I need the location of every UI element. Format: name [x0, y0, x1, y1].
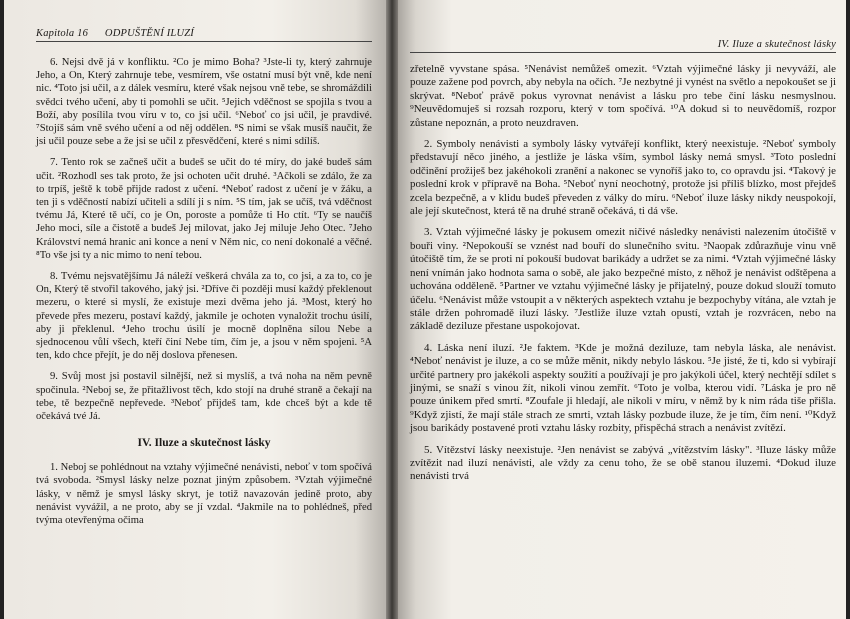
paragraph: 2. Symboly nenávisti a symboly lásky vytvářejí konflikt, který neexistuje. ²Neboť symboly představují něco jiného, a jestliže je láska vším, symbol lásky nemá smysl. ³Toto poslední odčinění prožiješ bez jakéhokoli zranění a nakonec se vynoříš jako to, co opravdu jsi. ⁴Takový je poslední krok v přípravě na Boha. ⁵Neboť nyní neochotný, protože jsi příliš blízko, most přejdeš zcela bezpečně, a v klidu budeš převeden z války do míru. ⁶Neboť iluze lásky nikdy neuspokojí, ale její skutečnost, která tě na druhé straně očekává, ti dá vše. [410, 138, 836, 218]
paragraph: 7. Tento rok se začneš učit a budeš se učit do té míry, do jaké budeš sám učit. ²Rozhodl ses tak proto, že jsi ochoten učit druhé. ³Ačkoli se zdálo, že za to trpíš, ještě k tobě přijde radost z učení. ⁴Neboť radost z učení je v žáku, a ten ji s vděčností nabízí učiteli a sdílí ji s ním. ⁵S tím, jak se učíš, tvá vděčnost tvému Já, Které tě učí, co je On, poroste a pomůže ti Ho ctít. ⁶Ty se naučíš Jeho moci, síle a čistotě a budeš Jej milovat, jako Jej miluje Jeho Otec. ⁷Jeho Království nemá hranic ani konce a není v Něm nic, co není dokonalé a věčné. ⁸To vše jsi ty a nic mimo to není tebou. [36, 157, 372, 261]
paragraph: 6. Nejsi dvě já v konfliktu. ²Co je mimo Boha? ³Jste-li ty, který zahrnuje Jeho, a On, Který zahrnuje tebe, vesmírem, vše ostatní musí být vně, kde není nic. ⁴Toto jsi učil, a z dálek vesmíru, které však nejsou vně tebe, se shromáždili svědci tvého učení, aby ti pomohli se učit. ⁵Jejich vděčnost se spojila s tvou a Boží, aby posílila tvou víru v to, co jsi učil. ⁶Neboť co jsi učil, je pravdivé. ⁷Stojíš sám vně svého učení a od něj oddělen. ⁸S nimi se však musíš naučit, že jsi učil pouze sebe a že jsi se učil z přesvědčení, které s nimi sdílíš. [36, 57, 372, 148]
section-running-title: IV. Iluze a skutečnost lásky [717, 39, 836, 50]
paragraph: 8. Tvému nejsvatějšímu Já náleží veškerá chvála za to, co jsi, a za to, co je On, Který tě stvořil takového, jaký jsi. ²Dříve či později musí každý překlenout mezeru, o které si myslí, že existuje mezi dvěma jeho já. ³Most, který ho převede přes mezeru, postaví každý, jakmile je ochoten vynaložit trochu úsilí, aby ji překlenul. ⁴Jeho trochu úsilí je mocně doplněna sílou Nebe a sjednocenou vůlí všech, kteří činí Nebe tím, čím je, a jsou v něm spojeni. ⁵A ten, kdo chce přejít, je do něj doslova přenesen. [36, 271, 372, 362]
paragraph: 3. Vztah výjimečné lásky je pokusem omezit ničivé následky nenávisti nalezením útočiště v bouři viny. ²Nepokouší se vznést nad bouří do slunečního svitu. ³Naopak zdůrazňuje vinu vně útočiště tím, že se proti ní pokouší budovat barikády a udržet se za nimi. ⁴Vztah výjimečné lásky není vnímán jako hodnota sama o sobě, ale jako bezpečné místo, z něhož je nenávist odštěpena a uchována odděleně. ⁵Partner ve vztahu výjimečné lásky je přijatelný, pouze dokud slouží tomuto účelu. ⁶Nenávist může vstoupit a v některých aspektech vztahu je bezpochyby vítána, ale vztah je stále držen pohromadě iluzí lásky. ⁷Jestliže iluze vztah opustí, vztah je rozvrácen, nebo na základě deziluze přestane uspokojovat. [410, 226, 836, 333]
paragraph: 1. Neboj se pohlédnout na vztahy výjimečné nenávisti, neboť v tom spočívá tvá svoboda. ²Smysl lásky nelze poznat jiným způsobem. ³Vztah výjimečné lásky, v němž je smysl lásky skryt, je totiž navazován jedině proto, aby nenávist vyvážil, a ne proto, aby se jí vzdal. ⁴Jakmile na to pohlédneš, před tvýma otevřenýma očima [36, 462, 372, 527]
chapter-number: Kapitola 16 [36, 28, 89, 39]
left-page [4, 0, 386, 619]
left-running-header [36, 28, 372, 42]
section-heading: IV. Iluze a skutečnost lásky [137, 437, 271, 450]
chapter-title: ODPUŠTĚNÍ ILUZÍ [104, 28, 194, 39]
paragraph: 5. Vítězství lásky neexistuje. ²Jen nenávist se zabývá „vítězstvím lásky". ³Iluze lásky může zvítězit nad iluzí nenávisti, ale vždy za cenu toho, že se obě stanou iluzemi. ⁴Dokud iluze nenávisti trvá [410, 443, 836, 483]
paragraph-continuation: zřetelně vyvstane spása. ⁵Nenávist nemůžeš omezit. ⁶Vztah výjimečné lásky ji nevyváží, ale pouze zažene pod povrch, aby nebyla na očích. ⁷Je nezbytné ji vynést na světlo a nepokoušet se ji skrývat. ⁸Neboť právě pokus vyrovnat nenávist a lásku pro tebe činí lásku nesmyslnou. ⁹Neuvědomuješ si rozsah rozporu, který v tom spočívá. ¹⁰A dokud si to neuvědomíš, rozpor zůstane nepoznán, a proto neuzdraven. [410, 63, 836, 129]
paragraph: 4. Láska není iluzí. ²Je faktem. ³Kde je možná deziluze, tam nebyla láska, ale nenávist. ⁴Neboť nenávist je iluze, a co se může měnit, nikdy nebylo láskou. ⁵Je jisté, že ti, kdo si vybírají určité partnery pro jakékoli aspekty soužití a používají je pro jakýkoli účel, který nechtějí sdílet s jinými, se snaží s vinou žít, nikoli vinou zemřít. ⁶Toto je volba, kterou vidí. ⁷Láska je pro ně pouze únikem před smrtí. ⁸Zoufale ji hledají, ale nikoli v míru, v němž by k nim ráda tiše přišla. ⁹Když zjistí, že mají stále strach ze smrti, vztah lásky pozbude iluze, že je tím, čím není. ¹⁰Když jsou barikády postavené proti vztahu lásky rozbity, přispěchá strach a nenávist zvítězí. [410, 341, 836, 435]
right-page [398, 0, 846, 619]
paragraph: 9. Svůj most jsi postavil silnější, než si myslíš, a tvá noha na něm pevně spočinula. ²Neboj se, že přitažlivost těch, kdo stojí na druhé straně a čekají na tebe, tě bezpečně nepřevede. ³Neboť přijdeš tam, kde chceš být a kde tě očekává tvé Já. [36, 371, 372, 423]
book-gutter [386, 0, 398, 619]
right-running-header [410, 39, 836, 53]
